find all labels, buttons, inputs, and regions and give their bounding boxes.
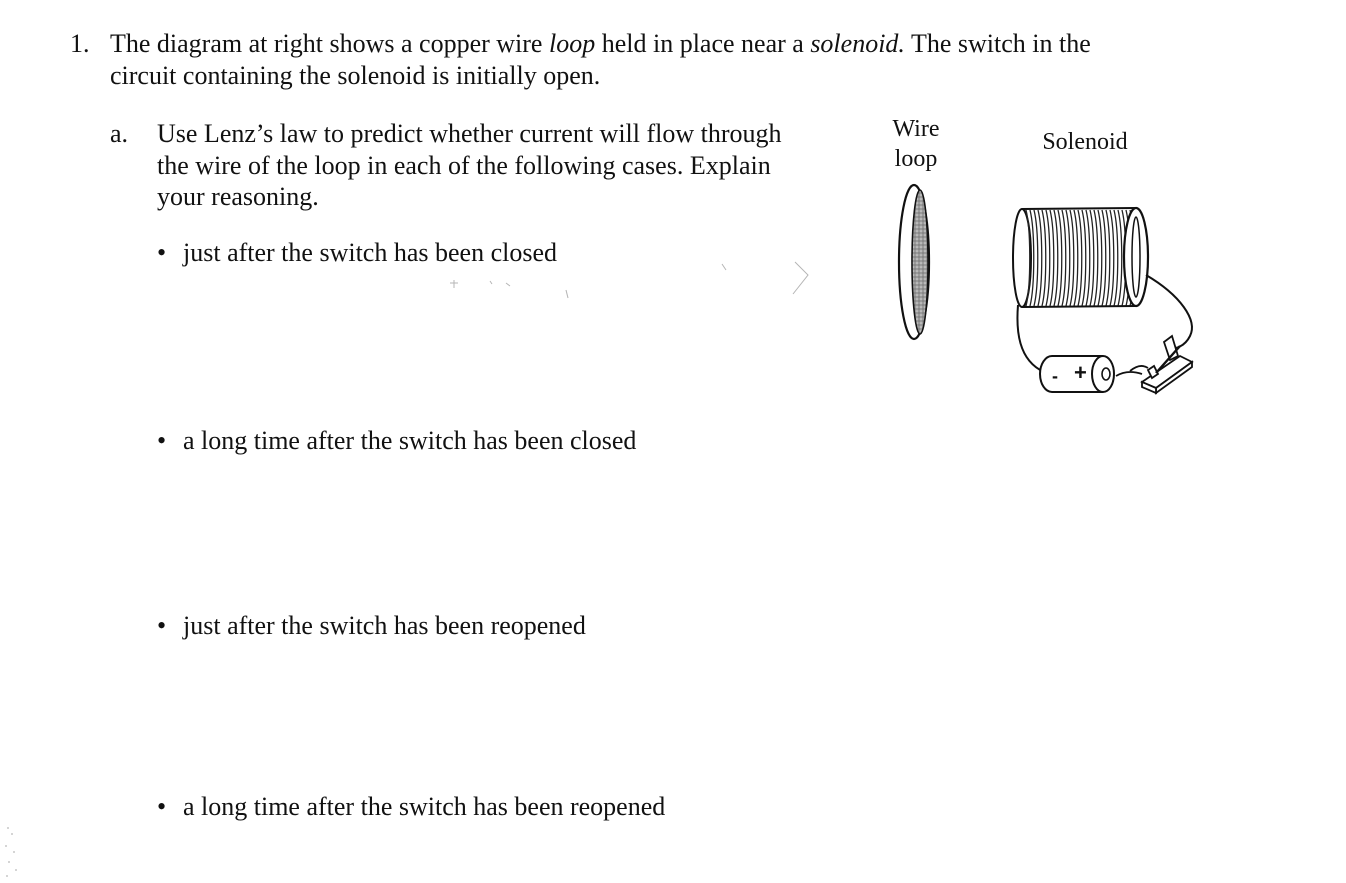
- case-item: [157, 237, 557, 268]
- wire-loop: [899, 185, 929, 339]
- question-text-solenoid-emphasis: solenoid.: [810, 29, 905, 58]
- question-text-segment: The diagram at right shows a copper wire: [110, 29, 549, 58]
- battery-minus-sign: -: [1052, 366, 1058, 386]
- part-a-text-line-2: the wire of the loop in each of the following cases. Explain: [157, 151, 771, 180]
- question-number: 1.: [70, 29, 90, 58]
- wire-loop-label-line-2: loop: [894, 146, 938, 172]
- solenoid-coil: [1013, 208, 1148, 307]
- bullet-dot: •: [157, 611, 167, 640]
- wire-loop-label: [878, 114, 954, 174]
- bullet-dot: •: [157, 792, 167, 821]
- question-text-loop-emphasis: loop: [548, 29, 596, 58]
- wire-loop-label-line-1: Wire: [892, 116, 940, 142]
- part-a-text-line-3: your reasoning.: [157, 182, 319, 211]
- case-text: a long time after the switch has been reopened: [183, 792, 666, 821]
- bullet-dot: •: [157, 426, 167, 455]
- case-item: [157, 791, 665, 822]
- question-text-line-1: [110, 28, 1091, 59]
- question-text-segment: The switch in the: [904, 29, 1091, 58]
- battery: [1040, 356, 1114, 392]
- part-a-letter: a.: [110, 119, 129, 148]
- part-a-text-line-1: Use Lenz’s law to predict whether current will flow through: [157, 119, 782, 148]
- question-text-segment: held in place near a: [595, 29, 811, 58]
- case-item: [157, 425, 636, 456]
- bullet-dot: •: [157, 238, 167, 267]
- loop-solenoid-diagram: [880, 170, 1220, 410]
- case-text: a long time after the switch has been closed: [183, 426, 637, 455]
- case-item: [157, 610, 586, 641]
- solenoid-label: Solenoid: [1042, 129, 1128, 155]
- knife-switch: [1116, 336, 1192, 393]
- case-text: just after the switch has been closed: [183, 238, 557, 267]
- question-text-line-2: circuit containing the solenoid is initially open.: [110, 61, 601, 90]
- battery-plus-sign: +: [1074, 360, 1087, 385]
- case-text: just after the switch has been reopened: [183, 611, 586, 640]
